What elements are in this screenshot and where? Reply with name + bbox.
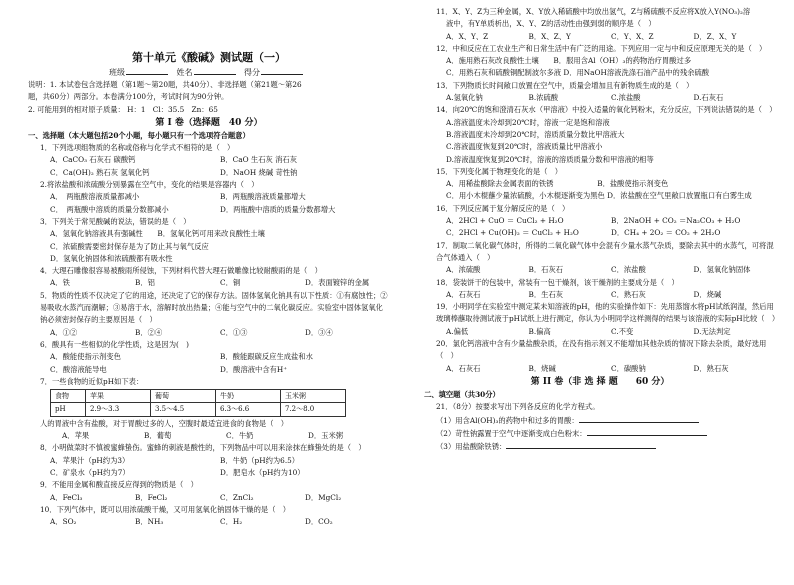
option[interactable]: A．施用熟石灰改良酸性土壤 B．服用含Al（OH）₃的药物治疗胃酸过多 <box>446 56 692 66</box>
question-block <box>28 442 390 479</box>
option[interactable]: B.溶液温度未冷却到20℃时，溶质质量分数比甲溶液大 <box>446 129 625 139</box>
question-stem: 1．下列选项组物质的名称或俗称与化学式不相符的是（ ） <box>40 143 235 153</box>
question-options <box>28 154 390 166</box>
question-options <box>28 467 390 479</box>
ph-table-value-cell: 3.5～4.5 <box>151 403 216 416</box>
question-block <box>424 240 776 277</box>
option[interactable]: A．石灰石 <box>446 363 481 373</box>
question-stem-continued: 液中，有Y单质析出，X、Y、Z的活动性由强到弱的顺序是（ ） <box>446 19 656 29</box>
question-options <box>424 326 776 338</box>
question-options <box>424 92 776 104</box>
right-column <box>424 6 780 453</box>
question-options <box>28 191 390 203</box>
option[interactable]: A．氢氧化钠溶液具有强碱性 B．氢氧化钙可用来改良酸性土壤 <box>50 229 265 239</box>
q21-item <box>424 427 776 440</box>
option[interactable]: D．玉米粥 <box>308 431 344 441</box>
option[interactable]: D．烧碱 <box>693 289 722 299</box>
question-stem: 6．酸具有一些相似的化学性质，这是因为( ) <box>40 339 189 349</box>
ph-table-header-cell: 玉米粥 <box>281 390 346 403</box>
question-stem: 5．物质的性质不仅决定了它的用途，还决定了它的保存方法。固体氢氧化钠具有以下性质：①有腐蚀性；②易吸收水蒸汽而潮解；③易溶于水，溶解时放出热量；④能与空气中的二氧化碳反应。实验室中固体氢氧化钠必须密封保存的主要原因是（ ） <box>40 290 388 325</box>
option[interactable]: D.溶液温度恢复到20℃时，溶液的溶质质量分数和甲溶液的相等 <box>446 154 654 164</box>
ph-table-value-cell: 7.2～8.0 <box>281 403 346 416</box>
intro-line-2: 题，共60分）两部分。本卷满分100分，考试时间为90分钟。 <box>28 92 229 102</box>
question-options <box>28 327 390 339</box>
question-options <box>28 204 390 216</box>
answer-blank[interactable] <box>506 440 656 449</box>
option[interactable]: A．苹果汁（pH约为3） <box>50 455 130 465</box>
ph-table-header-cell: 苹果 <box>86 390 151 403</box>
question-options <box>28 167 390 179</box>
q21-stem: 21．（8分）按要求写出下列各反应的化学方程式。 <box>436 402 600 412</box>
question-stem: 2.将浓盐酸和浓硫酸分别暴露在空气中，变化的结果是容器内（ ） <box>40 180 259 190</box>
intro-line-3: 2. 可能用到的相对原子质量： H：1 Cl：35.5 Zn：65 <box>28 104 218 114</box>
option[interactable]: D.无法判定 <box>693 326 731 336</box>
option[interactable]: C．2HCl + Cu(OH)₂ ＝ CuCl₂ + H₂O <box>446 228 579 238</box>
name-label: 姓名 <box>176 68 193 77</box>
question-stem: 19．小明同学在实验室中测定某未知溶液的pH，他的实验操作如下：先用蒸馏水将pH试纸润湿，然后用玻璃棒蘸取待测试液于pH试纸上进行测定，你认为小明同学这样测得的结果与该溶液的实际pH比较（ ） <box>436 302 780 324</box>
question-block <box>424 43 776 80</box>
ph-table-header-row <box>51 390 346 403</box>
left-column <box>28 6 390 528</box>
option[interactable]: B．牛奶（pH约为6.5） <box>220 455 300 465</box>
option[interactable]: C．Ca(OH)₂ 熟石灰 氢氧化钙 <box>50 167 150 177</box>
option[interactable]: C.溶液温度恢复到20℃时，溶液质量比甲溶液小 <box>446 142 603 152</box>
option[interactable]: B．铝 <box>135 278 155 288</box>
question-stem: 12．中和反应在工农业生产和日常生活中有广泛的用途。下列应用一定与中和反应原理无关的是（ ） <box>436 43 767 53</box>
option[interactable]: C．H₂ <box>220 517 243 527</box>
ph-table-value-row <box>51 403 346 416</box>
class-label: 班级 <box>108 68 125 77</box>
question-stem: 10．下列气体中，既可以用浓硫酸干燥，又可用氢氧化钠固体干燥的是（ ） <box>40 504 291 514</box>
question-stem: 7．一些食物的近似pH如下表： <box>40 376 144 386</box>
part1-heading: 第 I 卷（选择题 40 分） <box>155 117 263 128</box>
question-options <box>424 31 776 43</box>
part2-heading: 第 II 卷（非 选 择 题 60 分） <box>530 376 670 387</box>
option[interactable]: B．CaO 生石灰 消石灰 <box>220 155 297 165</box>
score-label: 得分 <box>244 68 261 77</box>
option[interactable]: A．酸能使指示剂变色 <box>50 352 121 362</box>
option[interactable]: D．CO₂ <box>305 517 333 527</box>
option[interactable]: C．用小木棍蘸少量浓硫酸，小木棍逐渐变为黑色 D．浓盐酸在空气里敞口放置瓶口有白雾生成 <box>446 191 752 201</box>
option[interactable]: B．NH₃ <box>135 517 164 527</box>
question-block <box>424 277 776 302</box>
option[interactable]: B．葡萄 <box>144 431 172 441</box>
question-block <box>424 203 776 240</box>
option[interactable]: A．浓硫酸 <box>446 265 481 275</box>
option[interactable]: A．用稀盐酸除去金属表面的铁锈 B．盐酸使指示剂变色 <box>446 179 669 189</box>
option[interactable]: C．碳酸钠 <box>611 363 646 373</box>
question-block <box>28 418 390 443</box>
q21-item-label: （2）苛性钠露置于空气中逐渐变成白色粉末： <box>436 428 587 438</box>
question-stem: 18．袋装饼干的包装中，常装有一包干燥剂，该干燥剂的主要成分是（ ） <box>436 277 679 287</box>
ph-table <box>50 389 346 417</box>
option[interactable]: C．酸溶液能导电 <box>50 364 107 374</box>
option[interactable]: D．氢氧化钠固体和浓硫酸都有吸水性 <box>50 253 173 263</box>
ph-table-header-cell: 葡萄 <box>151 390 216 403</box>
question-options <box>28 455 390 467</box>
option[interactable]: D.石灰石 <box>693 93 724 103</box>
option[interactable]: B．FeCl₂ <box>135 492 168 502</box>
option[interactable]: A.偏低 <box>446 326 469 336</box>
option[interactable]: B．X、Z、Y <box>528 31 571 41</box>
question-block <box>28 376 390 388</box>
question-block <box>424 166 776 203</box>
exam-title: 第十单元《酸碱》测试题（一） <box>132 51 286 64</box>
option[interactable]: D．CH₄ + 2O₂ ＝ CO₂ + 2H₂O <box>611 228 721 238</box>
option[interactable]: A．铁 <box>50 278 70 288</box>
score-field[interactable] <box>261 66 303 75</box>
option[interactable]: C.不变 <box>611 326 634 336</box>
option[interactable]: C．①③ <box>220 327 248 337</box>
question-block <box>28 290 390 339</box>
ph-table-header-cell: 食物 <box>51 390 86 403</box>
option[interactable]: C.浓盐酸 <box>611 93 641 103</box>
question-options <box>424 289 776 301</box>
option[interactable]: A． 两瓶酸溶液质量都减小 <box>50 192 140 202</box>
question-block <box>424 80 776 105</box>
left-questions <box>28 142 390 388</box>
option[interactable]: B．烧碱 <box>528 363 556 373</box>
option[interactable]: B.偏高 <box>528 326 551 336</box>
question-options <box>28 364 390 376</box>
question-block <box>28 479 390 504</box>
question-stem: 14．向20℃的饱和澄清石灰水（甲溶液）中投入适量的氧化钙粉末，充分反应，下列说法错误的是（ ） <box>436 105 777 115</box>
question-stem: 11．X、Y、Z为三种金属，X、Y放入稀硫酸中均放出氢气，Z与稀硫酸不反应将X放入Y(NO₃)₂溶 <box>436 7 751 16</box>
q21-item <box>424 440 776 453</box>
question-block <box>28 339 390 376</box>
option[interactable]: B．2NaOH + CO₂ ＝Na₂CO₃ + H₂O <box>611 216 741 226</box>
ph-table-value-cell: pH <box>51 403 86 416</box>
student-info-line <box>28 66 390 79</box>
question-options <box>424 363 776 375</box>
option[interactable]: C．铜 <box>220 278 241 288</box>
question-options <box>40 430 390 442</box>
question-block <box>424 104 776 165</box>
question-stem: 人的胃液中含有盐酸，对于胃酸过多的人，空腹时最适宜进食的食物是（ ） <box>40 418 289 428</box>
question-stem: 15．下列变化属于物理变化的是（ ） <box>436 166 563 176</box>
q21-item-label: （1）用含Al(OH)₃的药物中和过多的胃酸： <box>436 415 579 425</box>
question-block <box>28 179 390 216</box>
ph-table-value-cell: 6.3～6.6 <box>216 403 281 416</box>
option[interactable]: D．③④ <box>305 327 333 337</box>
option[interactable]: D．Z、X、Y <box>693 31 737 41</box>
question-options <box>424 215 776 227</box>
option[interactable]: C．ZnCl₂ <box>220 492 254 502</box>
option[interactable]: A.氢氧化钠 <box>446 93 483 103</box>
question-stem: 4．大理石雕像很容易被酸雨所侵蚀，下列材料代替大理石做雕像比较耐酸雨的是（ ） <box>40 266 322 276</box>
q21-item-label: （3）用盐酸除铁锈： <box>436 442 507 452</box>
question-options <box>28 516 390 528</box>
part1-instruction: 一、选择题（本大题包括20个小题，每小题只有一个选项符合题意） <box>28 130 250 140</box>
option[interactable]: B．两瓶酸溶液质量都增大 <box>220 192 306 202</box>
right-questions <box>424 6 780 375</box>
option[interactable]: D．两瓶酸中溶质的质量分数都增大 <box>220 204 336 214</box>
option[interactable]: A．X、Y、Z <box>446 31 489 41</box>
option[interactable]: B．生石灰 <box>528 289 564 299</box>
option[interactable]: D．酸溶液中含有H⁺ <box>220 364 288 374</box>
question-stem: 3．下列关于常见酸碱的说法，错误的是（ ） <box>40 216 191 226</box>
option[interactable]: A．苹果 <box>62 431 90 441</box>
option[interactable]: A．FeCl₃ <box>50 492 83 502</box>
option[interactable]: B.浓硫酸 <box>528 93 559 103</box>
question-block <box>28 265 390 290</box>
ph-table-header-cell: 牛奶 <box>216 390 281 403</box>
option[interactable]: C．矿泉水（pH约为7） <box>50 467 130 477</box>
option[interactable]: B．石灰石 <box>528 265 564 275</box>
question-stem: 17．制取二氧化碳气体时，所得的二氧化碳气体中会混有少量水蒸气杂质，要除去其中的水蒸气，可将混合气体通入（ ） <box>436 240 774 262</box>
name-field[interactable] <box>194 66 236 75</box>
question-options <box>424 264 776 276</box>
intro-line-1: 说明：1. 本试卷包含选择题（第1题～第20题，共40分）、非选择题（第21题～第26 <box>28 80 302 89</box>
option[interactable]: A．石灰石 <box>446 289 481 299</box>
question-block <box>424 301 780 338</box>
option[interactable]: D．MgCl₂ <box>305 492 342 502</box>
option[interactable]: D．熟石灰 <box>693 363 729 373</box>
question-stem: 8．小明做菜时不慎被蜜蜂蛰伤。蜜蜂的刺液是酸性的，下列物品中可以用来涂抹在蜂蛰处的是（ ） <box>40 443 366 453</box>
option[interactable]: C．Y、X、Z <box>611 31 654 41</box>
option[interactable]: A．2HCl + CuO ＝ CuCl₂ + H₂O <box>446 216 564 226</box>
question-block <box>28 504 390 529</box>
option[interactable]: C．牛奶 <box>226 431 254 441</box>
question-options <box>28 277 390 289</box>
answer-blank[interactable] <box>587 427 707 436</box>
option[interactable]: C．熟石灰 <box>611 289 646 299</box>
option[interactable]: D．肥皂水（pH约为10） <box>220 467 305 477</box>
question-options <box>28 492 390 504</box>
option[interactable]: A．SO₂ <box>50 517 77 527</box>
question-options <box>28 351 390 363</box>
fill-heading: 二、填空题（共30分） <box>424 389 500 399</box>
question-stem: 16．下列反应属于复分解反应的是（ ） <box>436 203 570 213</box>
q21-item <box>424 414 776 427</box>
option[interactable]: B．酸能跟碳反应生成盐和水 <box>220 352 313 362</box>
option[interactable]: A．CaCO₃ 石灰石 碳酸钙 <box>50 155 136 165</box>
question-block <box>28 142 390 179</box>
option[interactable]: B．②④ <box>135 327 163 337</box>
option[interactable]: C．用熟石灰和硫酸铜配制波尔多液 D．用NaOH溶液洗涤石油产品中的残余硫酸 <box>446 68 710 78</box>
option[interactable]: A．①② <box>50 327 78 337</box>
question-stem: 9．不能用金属和酸直接反应得到的物质是（ ） <box>40 480 198 490</box>
question-block <box>28 216 390 265</box>
option[interactable]: C．浓硫酸需要密封保存是为了防止其与氧气反应 <box>50 241 209 251</box>
question-block <box>424 338 776 375</box>
option[interactable]: C．浓盐酸 <box>611 265 646 275</box>
option[interactable]: D．氢氧化钠固体 <box>693 265 751 275</box>
answer-blank[interactable] <box>579 414 699 423</box>
question-stem: 13．下列物质长时间敞口放置在空气中，质量会增加且有新物质生成的是（ ） <box>436 80 694 90</box>
option[interactable]: D．表面镀锌的金属 <box>305 278 370 288</box>
option[interactable]: C． 两瓶酸中溶质的质量分数都减小 <box>50 204 169 214</box>
question-stem: 20．氯化钙溶液中含有少量盐酸杂质，在没有指示剂又不能增加其他杂质的情况下除去杂质，最好选用（ ） <box>436 339 767 361</box>
question-options <box>424 227 776 239</box>
class-field[interactable] <box>126 66 168 75</box>
option[interactable]: A.溶液温度未冷却到20℃时，溶液一定是饱和溶液 <box>446 117 610 127</box>
ph-table-value-cell: 2.9～3.3 <box>86 403 151 416</box>
option[interactable]: D．NaOH 烧碱 苛性钠 <box>220 167 298 177</box>
question-block <box>424 6 776 43</box>
